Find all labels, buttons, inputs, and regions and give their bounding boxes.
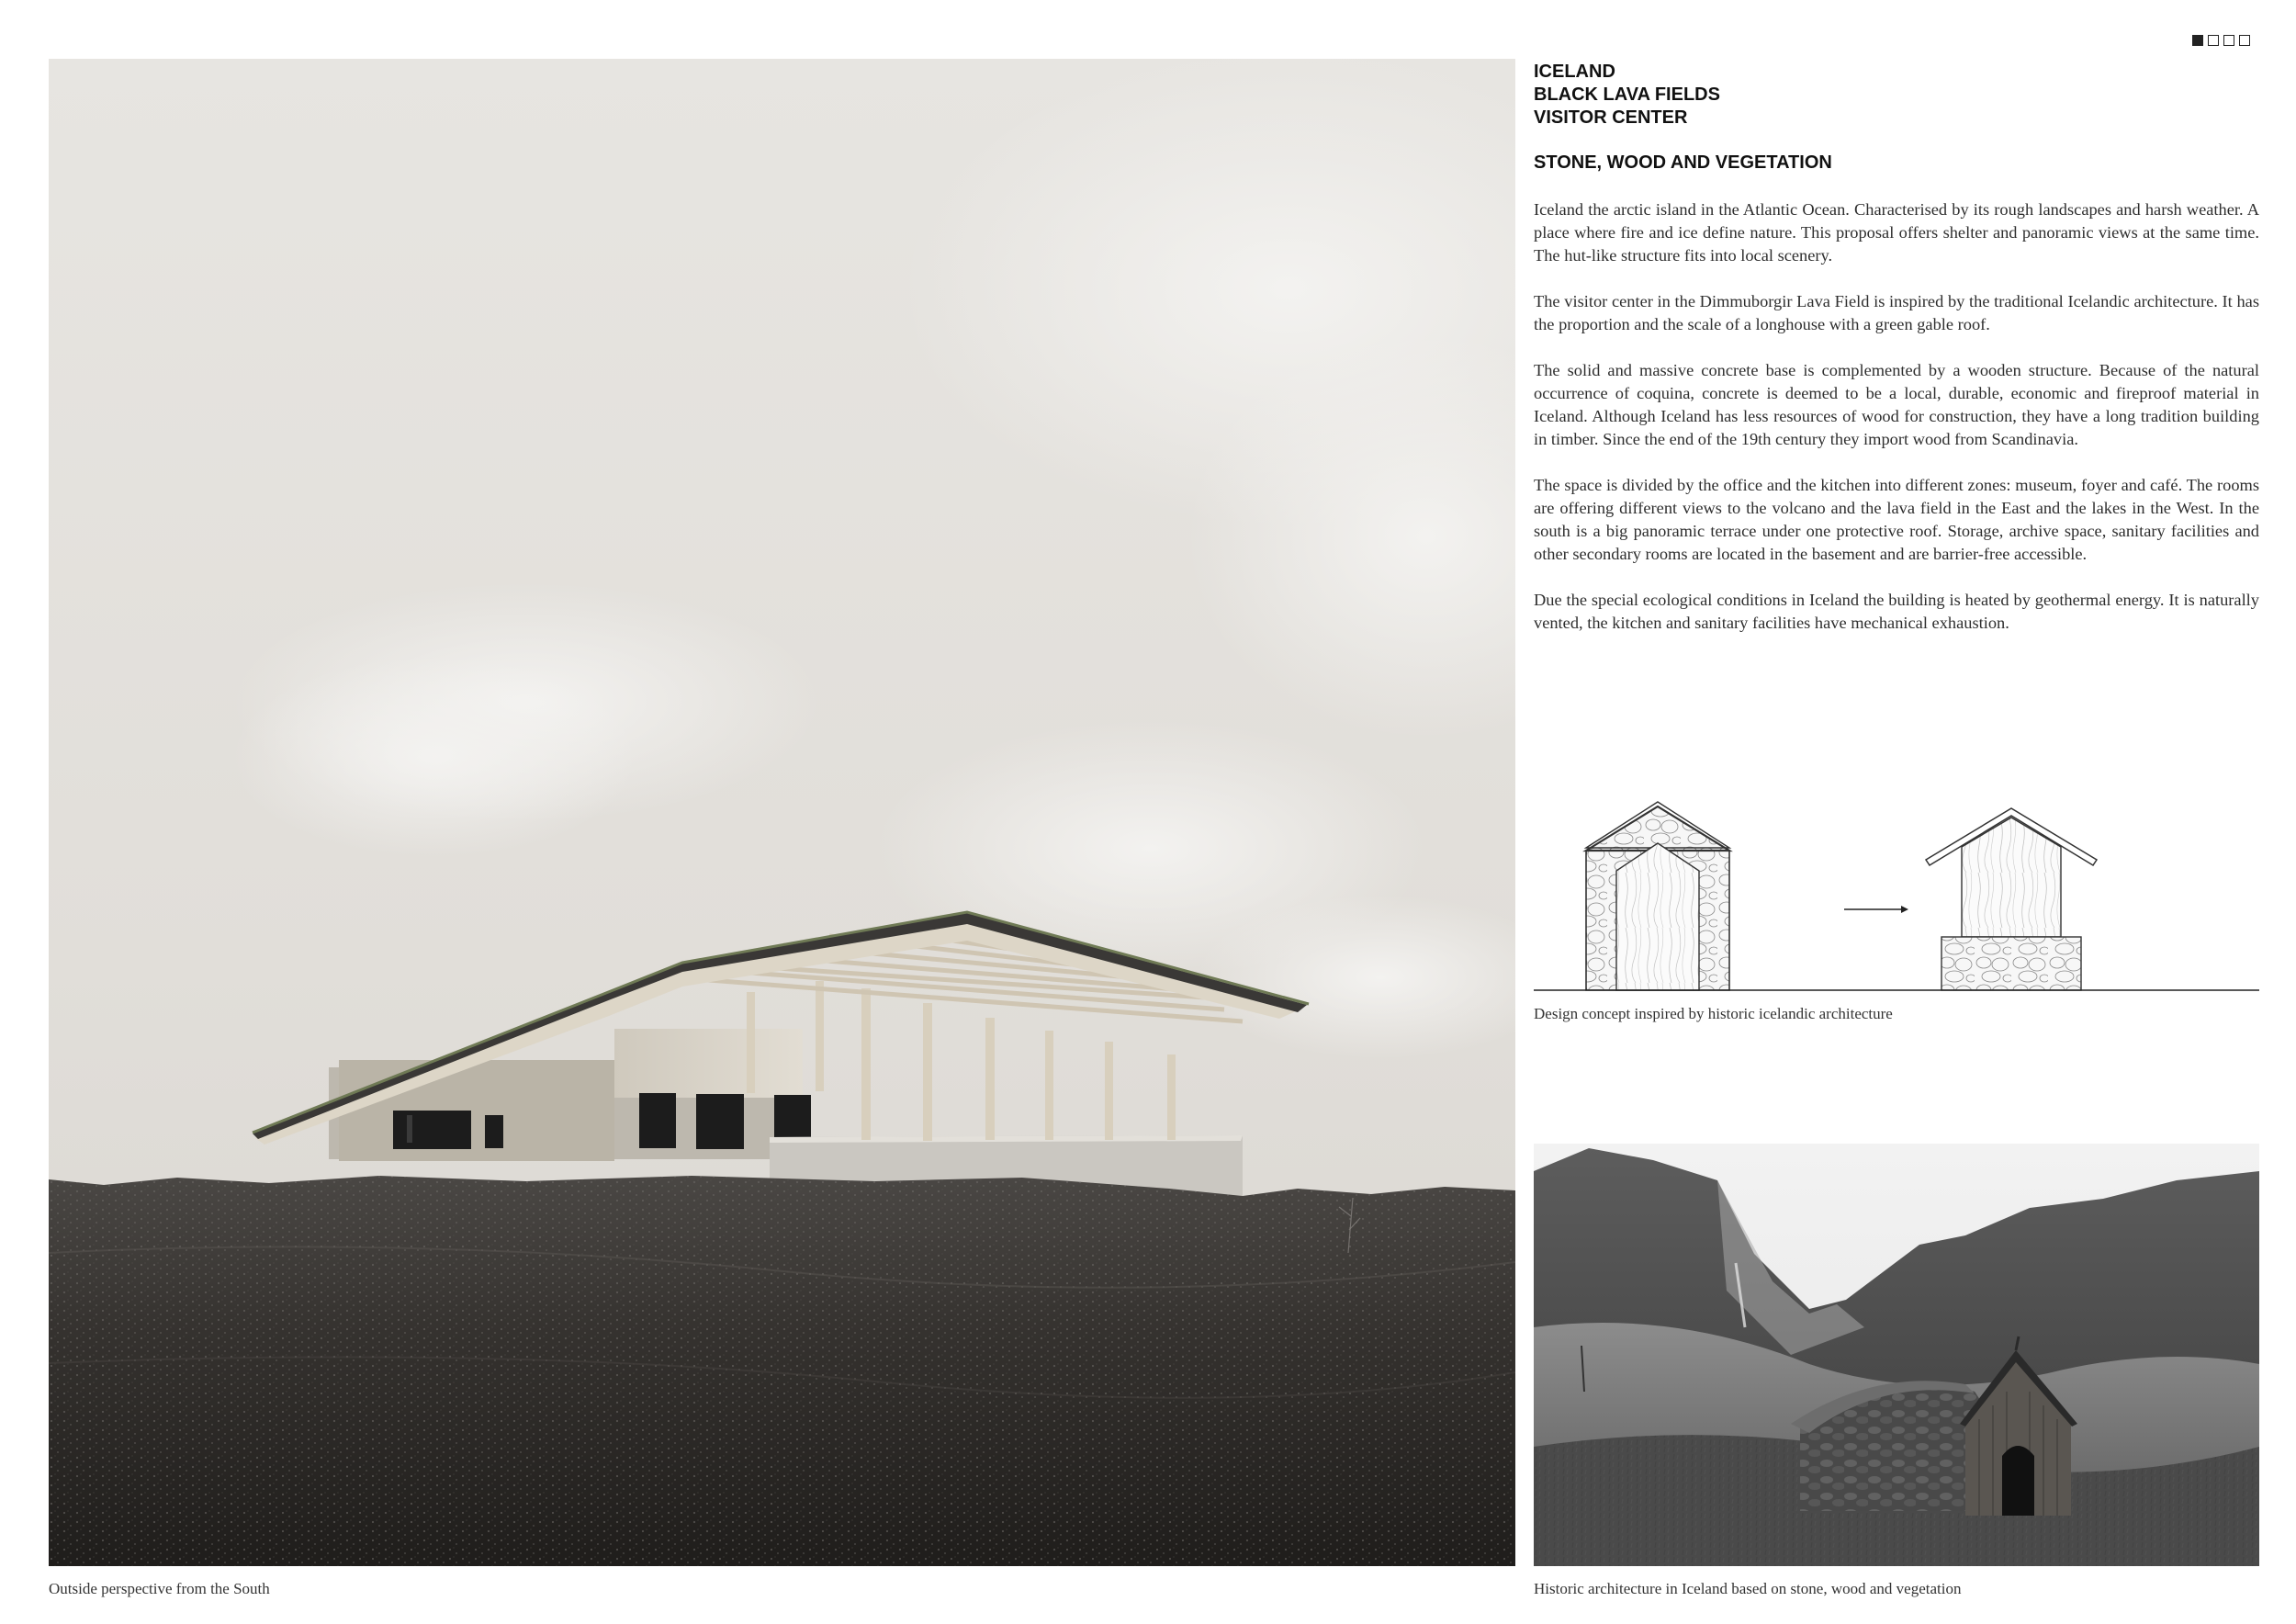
concept-caption: Design concept inspired by historic icelandic architecture xyxy=(1534,1005,1893,1022)
title-line-3: VISITOR CENTER xyxy=(1534,107,1688,128)
page-indicator xyxy=(2192,35,2250,46)
page-indicator-square-2[interactable] xyxy=(2208,35,2219,46)
hero-perspective-image xyxy=(49,59,1515,1566)
paragraph-intro: Iceland the arctic island in the Atlantic Ocean. Characterised by its rough landscapes and harsh weather. A place where fire and ice define nature. This proposal offers shelter and panoramic views at the same time. The hut-like structure fits into local scenery. xyxy=(1534,200,2259,265)
paragraph-energy: Due the special ecological conditions in Iceland the building is heated by geothermal energy. It is naturally vented, the kitchen and sanitary facilities have mechanical exhaustion. xyxy=(1534,591,2259,632)
historic-architecture-photo xyxy=(1534,1144,2259,1566)
page-title xyxy=(1534,61,2259,130)
title-line-1: ICELAND xyxy=(1534,62,1615,82)
page-indicator-square-4[interactable] xyxy=(2239,35,2250,46)
page-indicator-square-1[interactable] xyxy=(2192,35,2203,46)
page-indicator-square-3[interactable] xyxy=(2223,35,2234,46)
paragraph-visitor-center: The visitor center in the Dimmuborgir Lava Field is inspired by the traditional Icelandic architecture. It has the proportion and the scale of a longhouse with a green gable roof. xyxy=(1534,292,2259,333)
hero-caption: Outside perspective from the South xyxy=(49,1580,270,1597)
paragraph-materials: The solid and massive concrete base is complemented by a wooden structure. Because of the natural occurrence of coquina, concrete is deemed to be a local, durable, economic and fireproof material in Iceland. Although Iceland has less resources of wood for construction, they have a long tradition building in timber. Since the end of the 19th century they import wood from Scandinavia. xyxy=(1534,361,2259,448)
design-concept-diagram xyxy=(1534,762,2259,1001)
paragraph-space: The space is divided by the office and the kitchen into different zones: museum, foyer and café. The rooms are offering different views to the volcano and the lava field in the East and the lakes in the West. In the south is a big panoramic terrace under one protective roof. Storage, archive space, sanitary facilities and other secondary rooms are located in the basement and are barrier-free accessible. xyxy=(1534,476,2259,563)
body-text xyxy=(1534,198,2259,658)
title-line-2: BLACK LAVA FIELDS xyxy=(1534,85,1720,105)
section-subtitle: STONE, WOOD AND VEGETATION xyxy=(1534,152,1832,173)
historic-caption: Historic architecture in Iceland based on stone, wood and vegetation xyxy=(1534,1580,1962,1597)
